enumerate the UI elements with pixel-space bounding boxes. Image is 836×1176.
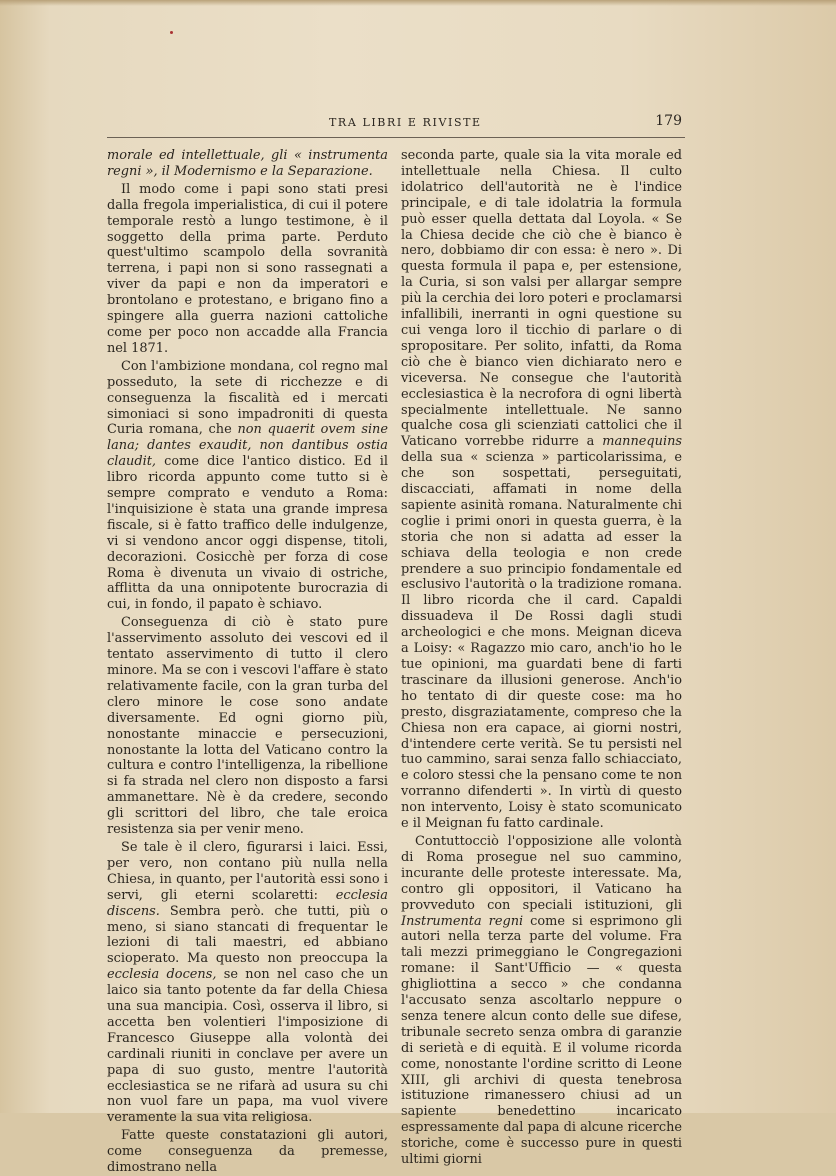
right-text-column xyxy=(401,148,682,1168)
left-paragraph xyxy=(107,615,388,838)
paragraph-text: Se tale è il clero, figurarsi i laici. Essi, per vero, non contano più nulla nella Chiesa, in quanto, per l'autorità essi sono i servi, gli eterni scolaretti: xyxy=(107,839,388,903)
italic-text: ecclesia discens. xyxy=(107,887,388,919)
paragraph-text: Contuttocciò l'opposizione alle volontà di Roma prosegue nel suo cammino, incurante delle proteste interessate. Ma, contro gli oppositori, il Vaticano ha provveduto con speciali istituzioni, gli xyxy=(401,833,682,913)
page-number: 179 xyxy=(655,113,682,129)
italic-text: Instrumenta regni xyxy=(401,913,524,929)
italic-text: morale ed intellettuale, gli « instrumenta regni », il Modernismo e la Separazione. xyxy=(107,148,388,179)
right-paragraph xyxy=(401,834,682,1168)
paragraph-text: come si esprimono gli autori nella terza parte del volume. Fra tali mezzi primeggiano le Congregazioni romane: il Sant'Ufficio — « questa ghigliottina a secco » che condanna l'accusato senza ascoltarlo neppure o senza tenere alcun conto delle sue difese, tribunale secreto senza ombra di garanzie di serietà e di equità. E il volume ricorda come, nonostante l'ordine scritto di Leone XIII, gli archivi di questa tenebrosa istituzione rimanessero chiusi ad un sapiente benedettino incaricato espressamente dal papa di alcune ricerche storiche, come è successo pure in questi ultimi giorni xyxy=(401,913,682,1168)
paragraph-text: Sembra però. che tutti, più o meno, si siano stancati di frequentar le lezioni di tali maestri, ed abbiano scioperato. Ma questo non preoccupa la xyxy=(107,903,388,967)
paragraph-text: Con l'ambizione mondana, col regno mal posseduto, la sete di ricchezze e di conseguenza la fiscalità ed i mercati simoniaci si sono impadroniti di questa Curia romana, che xyxy=(107,358,388,438)
header-rule xyxy=(107,137,685,138)
paragraph-text: come dice l'antico distico. Ed il libro ricorda appunto come tutto si è sempre comprato e venduto a Roma: l'inquisizione è stata una grande impresa fiscale, si è fatto traffico delle indulgenze, vi si vendono ancor oggi dispense, titoli, decorazioni. Cosicchè per forza di cose Roma è divenuta un vivaio di ostriche, afflitta da una onnipotente burocrazia di cui, in fondo, il papato è schiavo. xyxy=(107,454,388,613)
page-top-edge xyxy=(0,0,836,6)
ink-speck xyxy=(170,31,173,34)
paragraph-text: della sua « scienza » particolarissima, e che son sospettati, perseguitati, discacciati, affamati in nome della sapiente asinità romana. Naturalmente chi coglie i primi onori in questa guerra, è la storia che non si adatta ad esser la schiava della teologia e non crede prendere a suo principio fondamentale ed esclusivo l'autorità o la tradizione romana. Il libro ricorda che il card. Capaldi dissuadeva il De Rossi dagli studi archeologici e che mons. Meignan diceva a Loisy: « Ragazzo mio caro, anch'io ho le tue opinioni, ma guardati bene di farti trascinare da illusioni generose. Anch'io ho tentato di dir queste cose: ma ho presto, disgraziatamente, compreso che la Chiesa non era capace, ai giorni nostri, d'intendere certe verità. Se tu persisti nel tuo cammino, sarai senza fallo schiacciato, e coloro stessi che la pensano come te non vorranno difenderti ». In virtù di questo non intervento, Loisy è stato scomunicato e il Meignan fu fatto cardinale. xyxy=(401,450,682,832)
left-paragraph xyxy=(107,182,388,357)
left-paragraph xyxy=(107,148,388,180)
italic-text: mannequins xyxy=(602,434,682,450)
left-paragraph xyxy=(107,359,388,614)
italic-text: ecclesia docens, xyxy=(107,967,217,983)
right-paragraph xyxy=(401,148,682,832)
left-paragraph xyxy=(107,840,388,1126)
paragraph-text: se non nel caso che un laico sia tanto potente da far della Chiesa una sua mancipia. Così, osserva il libro, si accetta ben volentieri l'imposizione di Francesco Giuseppe alla volontà dei cardinali riuniti in conclave per avere un papa di suo gusto, mentre l'autorità ecclesiastica se ne rifarà ad usura su chi non vuol fare un papa, ma vuol vivere veramente la sua vita religiosa. xyxy=(107,967,388,1126)
paragraph-text: Fatte queste constatazioni gli autori, come conseguenza da premesse, dimostrano nella xyxy=(107,1128,388,1176)
left-paragraph xyxy=(107,1128,388,1176)
left-text-column xyxy=(107,148,388,1176)
running-title: TRA LIBRI E RIVISTE xyxy=(329,116,482,129)
paragraph-text: Il modo come i papi sono stati presi dalla fregola imperialistica, di cui il potere temporale restò a lungo testimone, è il soggetto della prima parte. Perduto quest'ultimo scampolo della sovranità terrena, i papi non si sono rassegnati a viver da papi e non da imperatori e brontolano e protestano, e brigano fino a spingere alla guerra nazioni cattoliche come per poco non accadde alla Francia nel 1871. xyxy=(107,181,388,356)
italic-text: non quaerit ovem sine lana; dantes exaudit, non dantibus ostia claudit, xyxy=(107,422,388,470)
paragraph-text: seconda parte, quale sia la vita morale ed intellettuale nella Chiesa. Il culto idolatrico dell'autorità ne è l'indice principale, e di tale idolatria la formula può esser quella dettata dal Loyola. « Se la Chiesa decide che ciò che è bianco è nero, dobbiamo dir con essa: è nero ». Di questa formula il papa e, per estensione, la Curia, si son valsi per allargar sempre più la cerchia dei loro poteri e proclamarsi infallibili, inerranti in ogni questione su cui venga loro il ticchio di parlare o di spropositare. Per solito, infatti, da Roma ciò che è bianco vien dichiarato nero e viceversa. Ne consegue che l'autorità ecclesiastica è la necrofora di ogni libertà specialmente intellettuale. Ne sanno qualche cosa gli scienziati cattolici che il Vaticano vorrebbe ridurre a xyxy=(401,148,682,450)
page-header xyxy=(107,113,685,135)
paragraph-text: Conseguenza di ciò è stato pure l'asservimento assoluto dei vescovi ed il tentato asservimento di tutto il clero minore. Ma se con i vescovi l'affare è stato relativamente facile, con la gran turba del clero minore le cose sono andate diversamente. Ed ogni giorno più, nonostante minaccie e persecuzioni, nonostante la lotta del Vaticano contro la cultura e contro l'intelligenza, la ribellione si fa strada nel clero non disposto a farsi ammanettare. Nè è da credere, secondo gli scrittori del libro, che tale eroica resistenza sia per venir meno. xyxy=(107,615,388,838)
